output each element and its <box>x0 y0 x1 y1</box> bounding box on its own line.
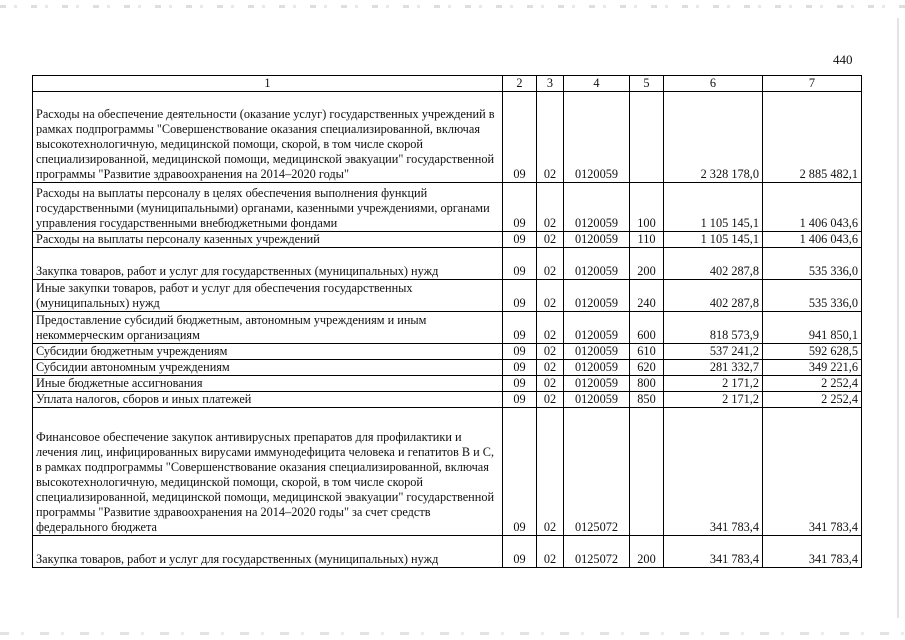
section-code: 09 <box>503 536 537 568</box>
target-article-code: 0120059 <box>564 376 630 392</box>
amount-col7: 1 406 043,6 <box>763 232 862 248</box>
expense-type-code: 850 <box>630 392 664 408</box>
scan-edge-bottom <box>0 632 905 635</box>
expense-type-code <box>630 92 664 183</box>
expense-type-code: 200 <box>630 536 664 568</box>
amount-col7: 2 885 482,1 <box>763 92 862 183</box>
target-article-code: 0120059 <box>564 344 630 360</box>
amount-col6: 537 241,2 <box>664 344 763 360</box>
amount-col7: 349 221,6 <box>763 360 862 376</box>
amount-col7: 535 336,0 <box>763 248 862 280</box>
amount-col7: 2 252,4 <box>763 392 862 408</box>
subsection-code: 02 <box>537 536 564 568</box>
target-article-code: 0120059 <box>564 360 630 376</box>
item-name: Уплата налогов, сборов и иных платежей <box>33 392 503 408</box>
expense-type-code: 800 <box>630 376 664 392</box>
header-cell: 3 <box>537 76 564 92</box>
section-code: 09 <box>503 183 537 232</box>
subsection-code: 02 <box>537 312 564 344</box>
target-article-code: 0120059 <box>564 248 630 280</box>
expense-type-code: 620 <box>630 360 664 376</box>
header-cell: 6 <box>664 76 763 92</box>
header-cell: 5 <box>630 76 664 92</box>
item-name: Субсидии автономным учреждениям <box>33 360 503 376</box>
expense-type-code <box>630 408 664 536</box>
section-code: 09 <box>503 408 537 536</box>
target-article-code: 0120059 <box>564 392 630 408</box>
target-article-code: 0120059 <box>564 183 630 232</box>
section-code: 09 <box>503 232 537 248</box>
scan-edge-top <box>0 5 905 8</box>
amount-col6: 2 328 178,0 <box>664 92 763 183</box>
item-name: Субсидии бюджетным учреждениям <box>33 344 503 360</box>
table-row <box>33 408 862 536</box>
expense-type-code: 110 <box>630 232 664 248</box>
amount-col6: 341 783,4 <box>664 536 763 568</box>
amount-col6: 402 287,8 <box>664 248 763 280</box>
subsection-code: 02 <box>537 248 564 280</box>
expense-type-code: 600 <box>630 312 664 344</box>
subsection-code: 02 <box>537 392 564 408</box>
target-article-code: 0120059 <box>564 280 630 312</box>
amount-col7: 535 336,0 <box>763 280 862 312</box>
item-name: Финансовое обеспечение закупок антивирусных препаратов для профилактики и лечения лиц, инфицированных вирусами иммунодефицита человека и гепатитов B и C, в рамках подпрограммы "Совершенствование оказания специализированной, включая высокотехнологичную, медицинской помощи, скорой, в том числе скорой специализированной, медицинской помощи, медицинской эвакуации" государственной программы "Развитие здравоохранения на 2014–2020 годы" за счет средств федерального бюджета <box>33 408 503 536</box>
amount-col6: 1 105 145,1 <box>664 232 763 248</box>
amount-col7: 941 850,1 <box>763 312 862 344</box>
header-row <box>33 76 862 92</box>
section-code: 09 <box>503 248 537 280</box>
target-article-code: 0120059 <box>564 312 630 344</box>
item-name: Закупка товаров, работ и услуг для государственных (муниципальных) нужд <box>33 248 503 280</box>
section-code: 09 <box>503 392 537 408</box>
section-code: 09 <box>503 376 537 392</box>
table-row <box>33 312 862 344</box>
scan-edge-right <box>897 18 899 618</box>
table-row <box>33 360 862 376</box>
section-code: 09 <box>503 312 537 344</box>
target-article-code: 0120059 <box>564 232 630 248</box>
item-name: Расходы на выплаты персоналу казенных учреждений <box>33 232 503 248</box>
amount-col7: 592 628,5 <box>763 344 862 360</box>
amount-col6: 1 105 145,1 <box>664 183 763 232</box>
section-code: 09 <box>503 360 537 376</box>
amount-col7: 341 783,4 <box>763 408 862 536</box>
target-article-code: 0125072 <box>564 536 630 568</box>
amount-col6: 281 332,7 <box>664 360 763 376</box>
amount-col7: 1 406 043,6 <box>763 183 862 232</box>
table-row <box>33 344 862 360</box>
amount-col6: 818 573,9 <box>664 312 763 344</box>
subsection-code: 02 <box>537 92 564 183</box>
expense-type-code: 100 <box>630 183 664 232</box>
header-cell: 7 <box>763 76 862 92</box>
table-row <box>33 248 862 280</box>
subsection-code: 02 <box>537 376 564 392</box>
amount-col6: 2 171,2 <box>664 392 763 408</box>
amount-col6: 2 171,2 <box>664 376 763 392</box>
target-article-code: 0120059 <box>564 92 630 183</box>
table-row <box>33 183 862 232</box>
expense-type-code: 610 <box>630 344 664 360</box>
amount-col6: 402 287,8 <box>664 280 763 312</box>
item-name: Иные закупки товаров, работ и услуг для обеспечения государственных (муниципальных) нужд <box>33 280 503 312</box>
item-name: Иные бюджетные ассигнования <box>33 376 503 392</box>
item-name: Расходы на выплаты персоналу в целях обеспечения выполнения функций государственными (муниципальными) органами, казенными учреждениями, органами управления государственными внебюджетными фондами <box>33 183 503 232</box>
item-name: Расходы на обеспечение деятельности (оказание услуг) государственных учреждений в рамках подпрограммы "Совершенствование оказания специализированной, включая высокотехнологичную, медицинской помощи, скорой, в том числе скорой специализированной, медицинской помощи, медицинской эвакуации" государственной программы "Развитие здравоохранения на 2014–2020 годы" <box>33 92 503 183</box>
page-number: 440 <box>833 52 853 67</box>
expense-type-code: 240 <box>630 280 664 312</box>
subsection-code: 02 <box>537 232 564 248</box>
table-row <box>33 92 862 183</box>
table-row <box>33 232 862 248</box>
expense-type-code: 200 <box>630 248 664 280</box>
item-name: Закупка товаров, работ и услуг для государственных (муниципальных) нужд <box>33 536 503 568</box>
table-row <box>33 376 862 392</box>
item-name: Предоставление субсидий бюджетным, автономным учреждениям и иным некоммерческим организациям <box>33 312 503 344</box>
header-cell: 1 <box>33 76 503 92</box>
subsection-code: 02 <box>537 408 564 536</box>
subsection-code: 02 <box>537 183 564 232</box>
budget-table <box>32 75 862 568</box>
amount-col6: 341 783,4 <box>664 408 763 536</box>
table-row <box>33 392 862 408</box>
amount-col7: 2 252,4 <box>763 376 862 392</box>
subsection-code: 02 <box>537 280 564 312</box>
table-row <box>33 280 862 312</box>
section-code: 09 <box>503 344 537 360</box>
header-cell: 4 <box>564 76 630 92</box>
subsection-code: 02 <box>537 360 564 376</box>
table-row <box>33 536 862 568</box>
target-article-code: 0125072 <box>564 408 630 536</box>
section-code: 09 <box>503 280 537 312</box>
section-code: 09 <box>503 92 537 183</box>
subsection-code: 02 <box>537 344 564 360</box>
header-cell: 2 <box>503 76 537 92</box>
amount-col7: 341 783,4 <box>763 536 862 568</box>
